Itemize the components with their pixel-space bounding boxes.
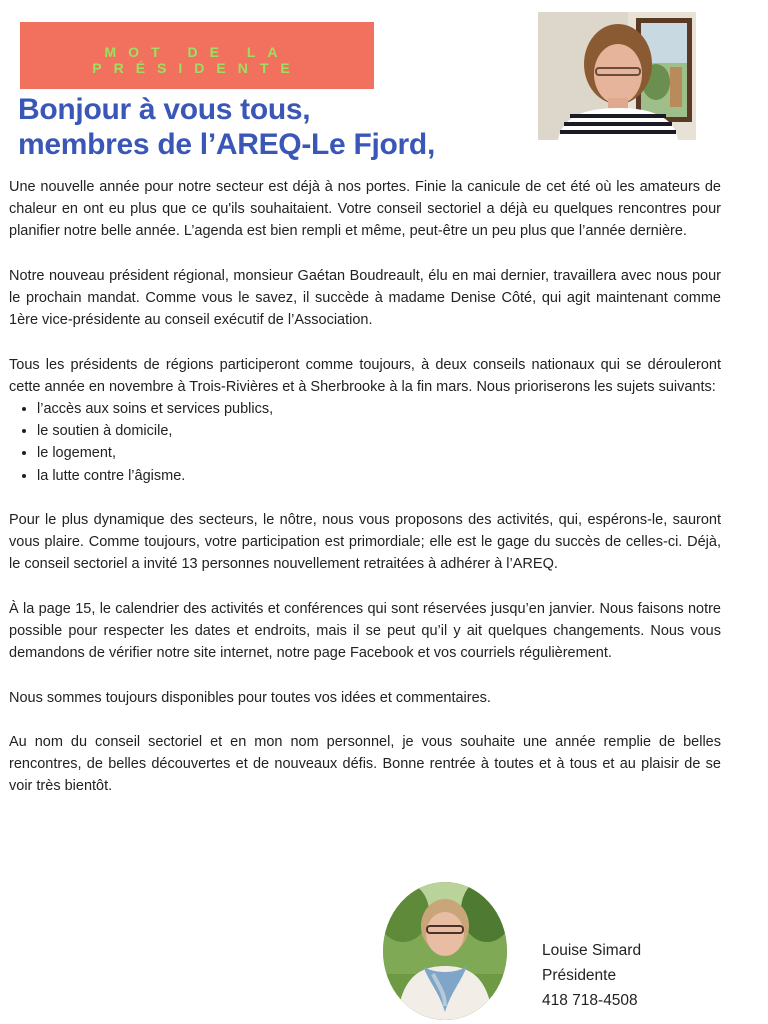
list-item: • l’accès aux soins et services publics, [37, 398, 721, 420]
priorities-list [9, 398, 721, 487]
paragraph-regional-president: Notre nouveau président régional, monsieur Gaétan Boudreault, élu en mai dernier, travaillera avec nous pour le prochain mandat. Comme vous le savez, il succède à madame Denise Côté, qui agit maintenant comme 1ère vice-présidente au conseil exécutif de l’Association. [9, 267, 721, 329]
greeting-heading [18, 92, 435, 162]
greeting-line-2: membres de l’AREQ-Le Fjord, [18, 128, 435, 161]
paragraph-activities: Pour le plus dynamique des secteurs, le nôtre, nous vous proposons des activités, qui, espérons-le, sauront vous plaire. Comme toujours, votre participation est primordiale; elle est le gage du succès de celles-ci. Déjà, le conseil sectoriel a invité 13 personnes nouvellement retraitées à adhérer à l’AREQ. [9, 512, 721, 573]
signatory-title: Présidente [542, 967, 617, 984]
greeting-line-1: Bonjour à vous tous, [18, 93, 311, 126]
list-item: • le logement, [37, 442, 721, 464]
paragraph-availability: Nous sommes toujours disponibles pour toutes vos idées et commentaires. [9, 689, 491, 706]
signatory-name: Louise Simard [542, 942, 642, 959]
paragraph-intro: Une nouvelle année pour notre secteur est déjà à nos portes. Finie la canicule de cet été où les amateurs de chaleur en ont eu plus que ce qu'ils souhaitaient. Votre conseil sectoriel a déjà eu quelques rencontres pour planifier notre belle année. L’agenda est bien rempli et même, peut-être un peu plus que l’année dernière. [9, 179, 721, 240]
letter-body [9, 176, 721, 798]
paragraph-national-councils: Tous les présidents de régions participeront comme toujours, à deux conseils nationaux qui se dérouleront cette année en novembre à Trois-Rivières et à Sherbrooke à la fin mars. Nous prioriserons les sujets suivants: [9, 356, 721, 395]
list-item: • le soutien à domicile, [37, 420, 721, 442]
paragraph-closing: Au nom du conseil sectoriel et en mon nom personnel, je vous souhaite une année remplie de belles rencontres, de belles découvertes et de nouveaux défis. Bonne rentrée à toutes et à tous et au plaisir de se voir très bientôt. [9, 733, 721, 795]
list-item: • la lutte contre l’âgisme. [37, 465, 721, 487]
banner-label: MOT DE LA PRÉSIDENTE [92, 44, 302, 76]
paragraph-calendar: À la page 15, le calendrier des activités et conférences qui sont réservées jusqu’en janvier. Nous faisons notre possible pour respecter les dates et endroits, mais il se peut qu’il y ait quelques changements. Nous vous demandons de vérifier notre site internet, notre page Facebook et vos courriels régulièrement. [9, 600, 721, 662]
signature-block [542, 938, 641, 1013]
signatory-phone: 418 718-4508 [542, 992, 638, 1009]
president-photo-round [383, 882, 507, 1020]
president-photo-top [538, 12, 696, 140]
section-banner [20, 22, 374, 89]
